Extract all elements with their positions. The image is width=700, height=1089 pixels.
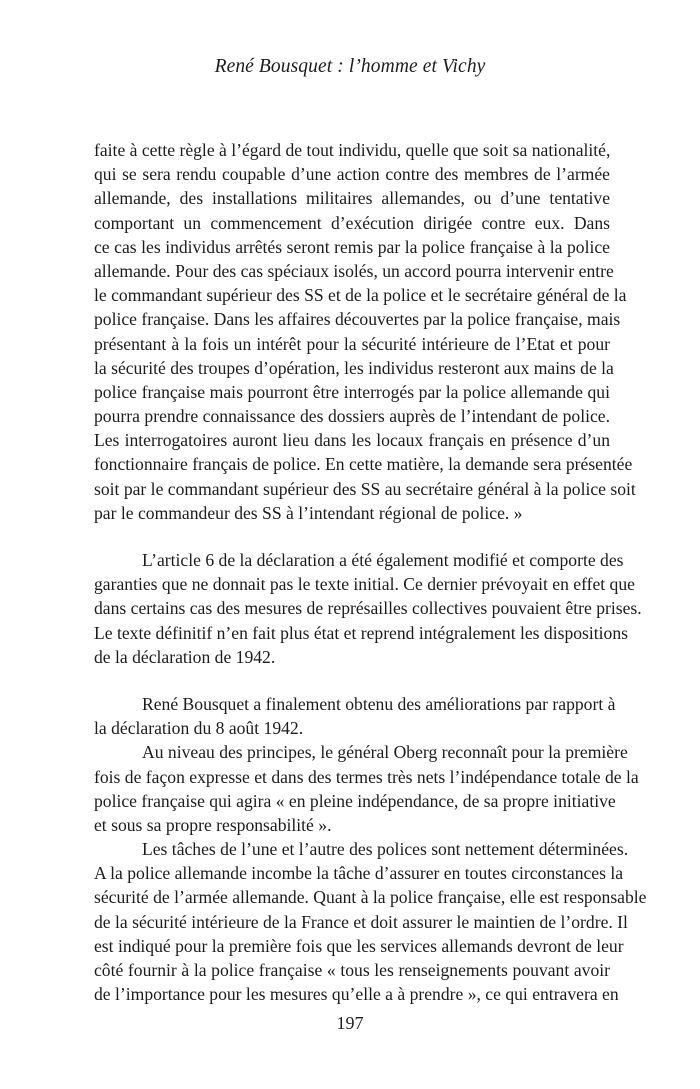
text-line: police française qui agira « en pleine indépendance, de sa propre initiative [94,790,616,811]
body-text [94,138,647,1006]
text-line: et sous sa propre responsabilité ». [94,814,332,835]
text-line: présentant à la fois un intérêt pour la sécurité intérieure de l’Etat et pour [94,333,610,354]
text-line: soit par le commandant supérieur des SS au secrétaire général à la police soit [94,478,636,499]
page-number: 197 [336,1013,364,1033]
paragraph-5 [94,837,647,1006]
text-line: la sécurité des troupes d’opération, les individus resteront aux mains de la [94,357,614,378]
paragraph-gap [94,525,610,548]
text-line: la déclaration du 8 août 1942. [94,718,304,739]
paragraph-gap [94,669,610,692]
text-line: garanties que ne donnait pas le texte initial. Ce dernier prévoyait en effet que [94,574,635,595]
text-line: allemande. Pour des cas spéciaux isolés, un accord pourra intervenir entre [94,260,614,281]
paragraph-1 [94,138,636,525]
text-line: pourra prendre connaissance des dossiers auprès de l’intendant de police. [94,406,610,427]
text-line: par le commandeur des SS à l’intendant régional de police. » [94,502,523,523]
text-line: comportant un commencement d’exécution dirigée contre eux. Dans [94,212,610,233]
text-line: est indiqué pour la première fois que les services allemands devront de leur [94,935,624,956]
paragraph-3 [94,692,616,740]
text-line: fonctionnaire français de police. En cette matière, la demande sera présentée [94,454,633,475]
text-line: police française mais pourront être interrogés par la police allemande qui [94,381,610,402]
text-line: le commandant supérieur des SS et de la police et le secrétaire général de la [94,285,627,306]
text-line: ce cas les individus arrêtés seront remis par la police française à la police [94,236,610,257]
text-line: René Bousquet a finalement obtenu des améliorations par rapport à [142,693,616,714]
text-line: police française. Dans les affaires découvertes par la police française, mais [94,309,621,330]
paragraph-2 [94,548,642,669]
text-line: qui se sera rendu coupable d’une action contre des membres de l’armée [94,164,610,185]
text-line: de l’importance pour les mesures qu’elle a à prendre », ce qui entravera en [94,984,619,1005]
text-line: fois de façon expresse et dans des termes très nets l’indépendance totale de la [94,766,639,787]
text-line: Les tâches de l’une et l’autre des polices sont nettement déterminées. [142,839,629,860]
text-line: Le texte définitif n’en fait plus état et reprend intégralement les dispositions [94,622,628,643]
text-line: A la police allemande incombe la tâche d’assurer en toutes circonstances la [94,863,624,884]
paragraph-4 [94,740,639,837]
text-line: Au niveau des principes, le général Oberg reconnaît pour la première [142,742,628,763]
text-line: de la sécurité intérieure de la France et doit assurer le maintien de l’ordre. Il [94,911,628,932]
text-line: faite à cette règle à l’égard de tout individu, quelle que soit sa nationalité, [94,140,611,160]
running-header: René Bousquet : l’homme et Vichy [214,56,486,77]
text-line: L’article 6 de la déclaration a été également modifié et comporte des [142,550,624,570]
text-line: dans certains cas des mesures de représailles collectives pouvaient être prises. [94,598,642,619]
text-line: sécurité de l’armée allemande. Quant à la police française, elle est responsable [94,887,647,908]
text-line: côté fournir à la police française « tous les renseignements pouvant avoir [94,960,610,980]
text-line: allemande, des installations militaires allemandes, ou d’une tentative [94,188,610,209]
text-line: Les interrogatoires auront lieu dans les locaux français en présence d’un [94,430,610,451]
text-line: de la déclaration de 1942. [94,646,276,667]
